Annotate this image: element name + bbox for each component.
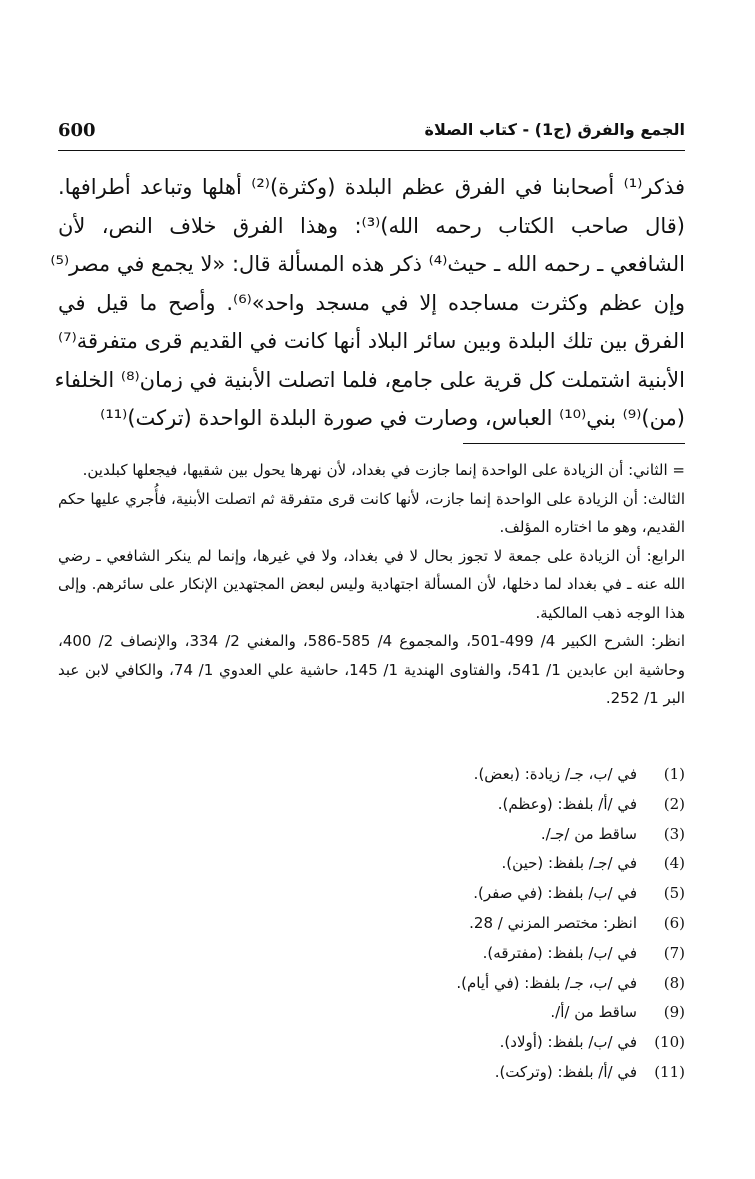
running-title: الجمع والفرق (ج1) - كتاب الصلاة	[424, 120, 685, 139]
main-text-line: الشافعي ـ رحمه الله ـ حيث⁽⁴⁾ ذكر هذه المسألة قال: «لا يجمع في مصر⁽⁵⁾	[50, 252, 685, 276]
footnote-item	[58, 790, 685, 820]
footnote-text: في /أ/ بلفظ: (وتركت).	[494, 1062, 637, 1081]
footnote-number: (2)	[663, 794, 685, 813]
footnote-text: في /ب/ بلفظ: (في صفر).	[473, 884, 637, 903]
main-text-line: الفرق بين تلك البلدة وبين سائر البلاد أنها كانت في القديم قرى متفرقة⁽⁷⁾	[57, 329, 685, 353]
footnote-number: (7)	[663, 943, 685, 962]
footnote-text: انظر: مختصر المزني / 28.	[469, 913, 637, 932]
footnote-text: في /ب، جـ/ زيادة: (بعض).	[473, 765, 637, 783]
main-text-line: (قال صاحب الكتاب رحمه الله)⁽³⁾: وهذا الفرق خلاف النص، لأن	[58, 213, 685, 238]
footnote-text: في /ب/ بلفظ: (مفترقه).	[482, 943, 637, 962]
footnote-text: في /ب/ بلفظ: (أولاد).	[499, 1033, 637, 1052]
footnote-text: ساقط من /جـ/.	[540, 824, 637, 843]
main-text-line: فذكر⁽¹⁾ أصحابنا في الفرق عظم البلدة (وكثرة)⁽²⁾ أهلها وتباعد أطرافها.	[58, 175, 685, 199]
footnote-item	[58, 909, 685, 939]
footnote-number: (11)	[654, 1062, 685, 1081]
main-text-line: (من)⁽⁹⁾ بني⁽¹⁰⁾ العباس، وصارت في صورة البلدة الواحدة (تركت)⁽¹¹⁾	[100, 406, 685, 430]
footnotes-list	[58, 760, 685, 1088]
footnote-number: (3)	[663, 824, 685, 843]
footnote-item	[58, 969, 685, 999]
footnote-paragraph: الرابع: أن الزيادة على جمعة لا تجوز بحال لا في بغداد، ولا في غيرها، وإنما لم ينكر الشافعي ـ رضي الله عنه ـ في بغداد لما دخلها، لأن المسألة اجتهادية وليس لبعض المجتهدين الإنكار على سائرهم. وإلى هذا الوجه ذهب المالكية.	[58, 546, 685, 622]
main-text-line: وإن عظم وكثرت مساجده إلا في مسجد واحد»⁽⁶⁾. وأصح ما قيل في	[58, 290, 685, 315]
footnote-separator	[463, 443, 685, 444]
footnote-item	[58, 1028, 685, 1058]
footnote-paragraph: = الثاني: أن الزيادة على الواحدة إنما جازت في بغداد، لأن نهرها يحول بين شقيها، فيجعلها كبلدين.	[82, 461, 685, 479]
page-header	[58, 120, 685, 146]
footnote-item	[58, 879, 685, 909]
footnote-paragraph: انظر: الشرح الكبير 4/ 499-501، والمجموع 4/ 585-586، والمغني 2/ 334، والإنصاف 2/ 400، وحاشية ابن عابدين 1/ 541، والفتاوى الهندية 1/ 145، حاشية علي العدوي 1/ 74، والكافي لابن عبد البر 1/ 252.	[58, 632, 686, 707]
footnote-item	[58, 939, 685, 969]
footnote-number: (8)	[663, 973, 685, 992]
footnote-item	[58, 820, 685, 850]
footnote-number: (9)	[663, 1003, 685, 1022]
footnote-text: ساقط من /أ/.	[550, 1003, 637, 1022]
footnote-item	[58, 1058, 685, 1088]
footnote-number: (6)	[663, 913, 685, 932]
footnote-text: في /جـ/ بلفظ: (حين).	[501, 854, 637, 873]
footnote-number: (1)	[663, 765, 685, 783]
footnote-item	[58, 760, 685, 790]
main-text-body	[50, 168, 685, 438]
footnote-item	[58, 849, 685, 879]
footnote-paragraph: الثالث: أن الزيادة على الواحدة إنما جازت، لأنها كانت قرى متفرقة ثم اتصلت الأبنية، فأُجري عليها حكم القديم، وهو ما اختاره المؤلف.	[58, 489, 685, 536]
footnote-item	[58, 998, 685, 1028]
footnote-text: في /ب، جـ/ بلفظ: (في أيام).	[456, 973, 637, 992]
main-text-line: الأبنية اشتملت كل قرية على جامع، فلما اتصلت الأبنية في زمان⁽⁸⁾ الخلفاء	[54, 367, 685, 392]
footnote-continuation	[58, 456, 685, 713]
footnote-text: في /أ/ بلفظ: (وعظم).	[497, 794, 637, 813]
page-number: 600	[58, 120, 96, 141]
footnote-number: (10)	[654, 1033, 685, 1052]
footnote-number: (5)	[663, 884, 685, 903]
header-divider	[58, 150, 685, 151]
footnote-number: (4)	[663, 854, 685, 873]
